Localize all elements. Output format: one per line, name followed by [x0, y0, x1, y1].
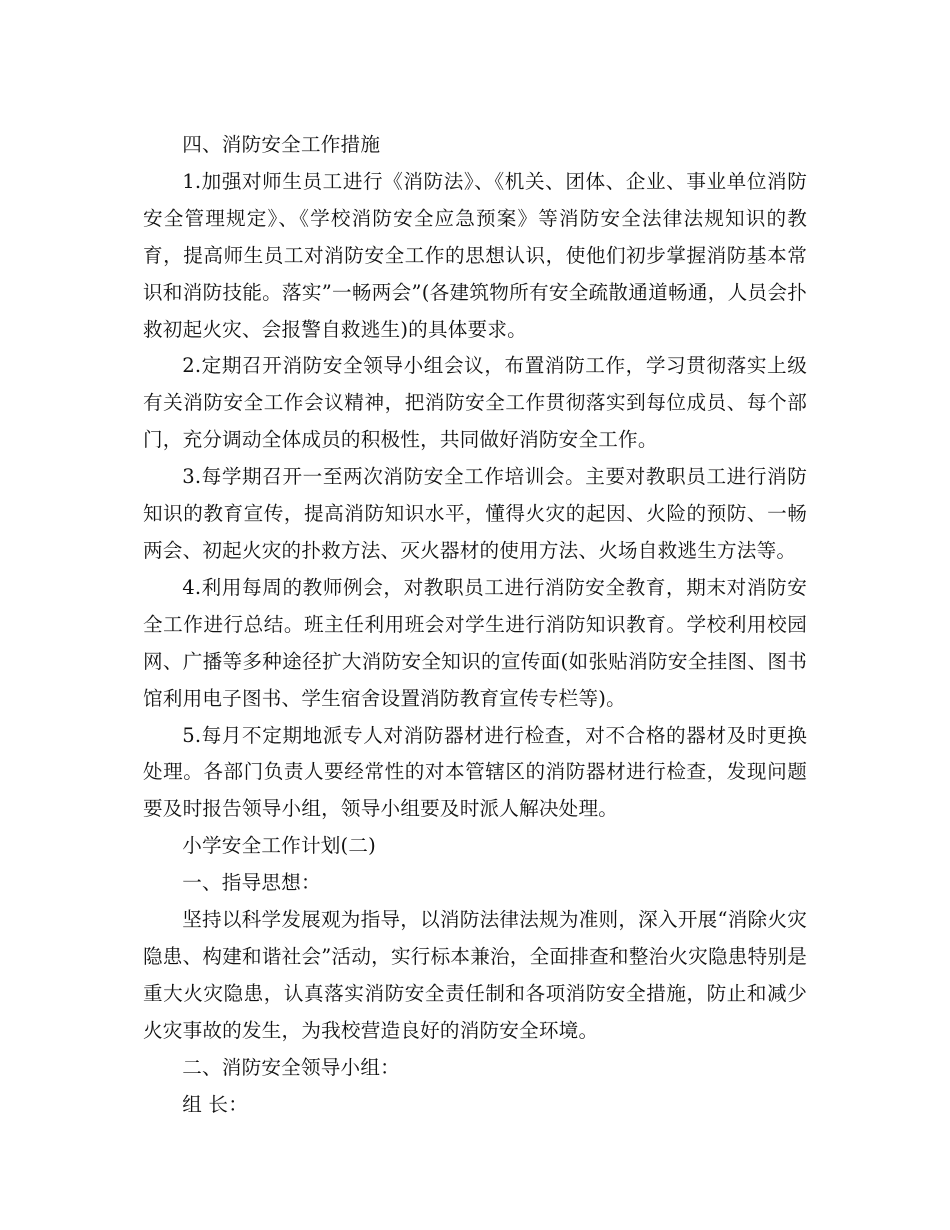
section-heading-guiding-ideology: 一、指导思想：: [182, 871, 321, 895]
paragraph-guiding-ideology: 坚持以科学发展观为指导，以消防法律法规为准则，深入开展“消除火灾隐患、构建和谐社会”活动，实行标本兼治，全面排查和整治火灾隐患特别是重大火灾隐患，认真落实消防安全责任制和各项消防安全措施，防止和减少火灾事故的发生，为我校营造良好的消防安全环境。: [143, 908, 807, 1042]
paragraph-measure-5: 5.每月不定期地派专人对消防器材进行检查，对不合格的器材及时更换处理。各部门负责人要经常性的对本管辖区的消防器材进行检查，发现问题要及时报告领导小组，领导小组要及时派人解决处理。: [143, 723, 807, 821]
paragraph-measure-1: 1.加强对师生员工进行《消防法》、《机关、团体、企业、事业单位消防安全管理规定》、《学校消防安全应急预案》等消防安全法律法规知识的教育，提高师生员工对消防安全工作的思想认识，使他们初步掌握消防基本常识和消防技能。落实”一畅两会”(各建筑物所有安全疏散通道畅通，人员会扑救初起火灾、会报警自救逃生)的具体要求。: [143, 169, 807, 341]
paragraph-measure-4: 4.利用每周的教师例会，对教职员工进行消防安全教育，期末对消防安全工作进行总结。班主任利用班会对学生进行消防知识教育。学校利用校园网、广播等多种途径扩大消防安全知识的宣传面(如张贴消防安全挂图、图书馆利用电子图书、学生宿舍设置消防教育宣传专栏等)。: [143, 575, 807, 710]
section-heading-leadership-group: 二、消防安全领导小组：: [182, 1055, 400, 1079]
plan-title-two: 小学安全工作计划(二): [182, 834, 377, 858]
document-body: [143, 127, 807, 1123]
section-heading-measures: 四、消防安全工作措施: [182, 133, 381, 156]
group-leader-label: 组 长：: [182, 1092, 248, 1116]
paragraph-measure-2: 2.定期召开消防安全领导小组会议，布置消防工作，学习贯彻落实上级有关消防安全工作会议精神，把消防安全工作贯彻落实到每位成员、每个部门，充分调动全体成员的积极性，共同做好消防安全工作。: [143, 354, 807, 452]
paragraph-measure-3: 3.每学期召开一至两次消防安全工作培训会。主要对教职员工进行消防知识的教育宣传，提高消防知识水平，懂得火灾的起因、火险的预防、一畅两会、初起火灾的扑救方法、灭火器材的使用方法、火场自救逃生方法等。: [143, 465, 807, 562]
